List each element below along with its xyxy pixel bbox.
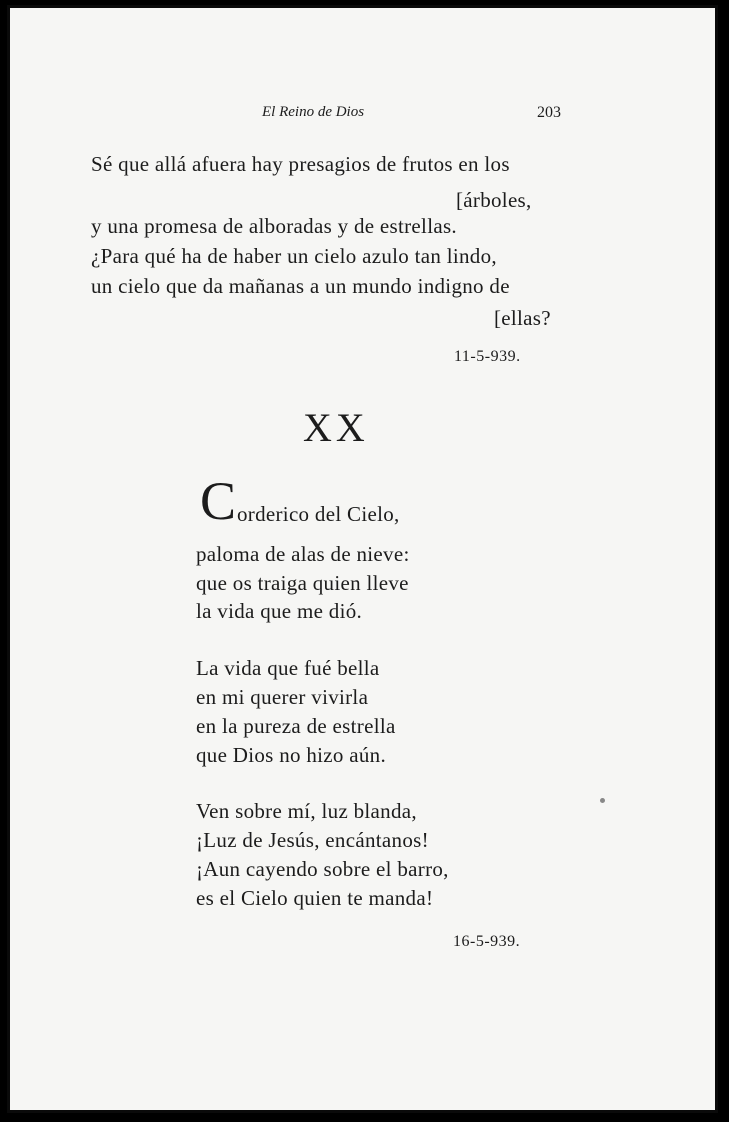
verse-line: Ven sobre mí, luz blanda, [196, 799, 417, 823]
verse-line: paloma de alas de nieve: [196, 542, 410, 566]
book-page [7, 5, 718, 1113]
verse-line: y una promesa de alboradas y de estrellas. [91, 214, 457, 238]
verse-line: en la pureza de estrella [196, 714, 396, 738]
verse-line: orderico del Cielo, [237, 502, 400, 526]
page-number: 203 [537, 104, 561, 121]
verse-line: la vida que me dió. [196, 599, 363, 623]
verse-line: es el Cielo quien te manda! [196, 886, 434, 910]
verse-line: Sé que allá afuera hay presagios de frutos en los [91, 152, 510, 176]
verse-line: que os traiga quien lleve [196, 571, 409, 595]
verse-line: ¡Aun cayendo sobre el barro, [196, 857, 449, 881]
verse-line-continuation: [ellas? [494, 306, 551, 330]
poem-date: 11-5-939. [454, 348, 521, 365]
verse-line: ¿Para qué ha de haber un cielo azulo tan lindo, [91, 244, 497, 268]
verse-line: un cielo que da mañanas a un mundo indigno de [91, 274, 510, 298]
paper-speck [600, 798, 605, 803]
running-header-title: El Reino de Dios [262, 104, 365, 120]
verse-line: ¡Luz de Jesús, encántanos! [196, 828, 429, 852]
poem-number: XX [303, 405, 369, 450]
verse-line: en mi querer vivirla [196, 685, 369, 709]
verse-line: que Dios no hizo aún. [196, 743, 387, 767]
verse-line: La vida que fué bella [196, 656, 380, 680]
verse-line-continuation: [árboles, [456, 188, 532, 212]
poem-date: 16-5-939. [453, 933, 521, 950]
drop-cap: C [200, 471, 237, 531]
